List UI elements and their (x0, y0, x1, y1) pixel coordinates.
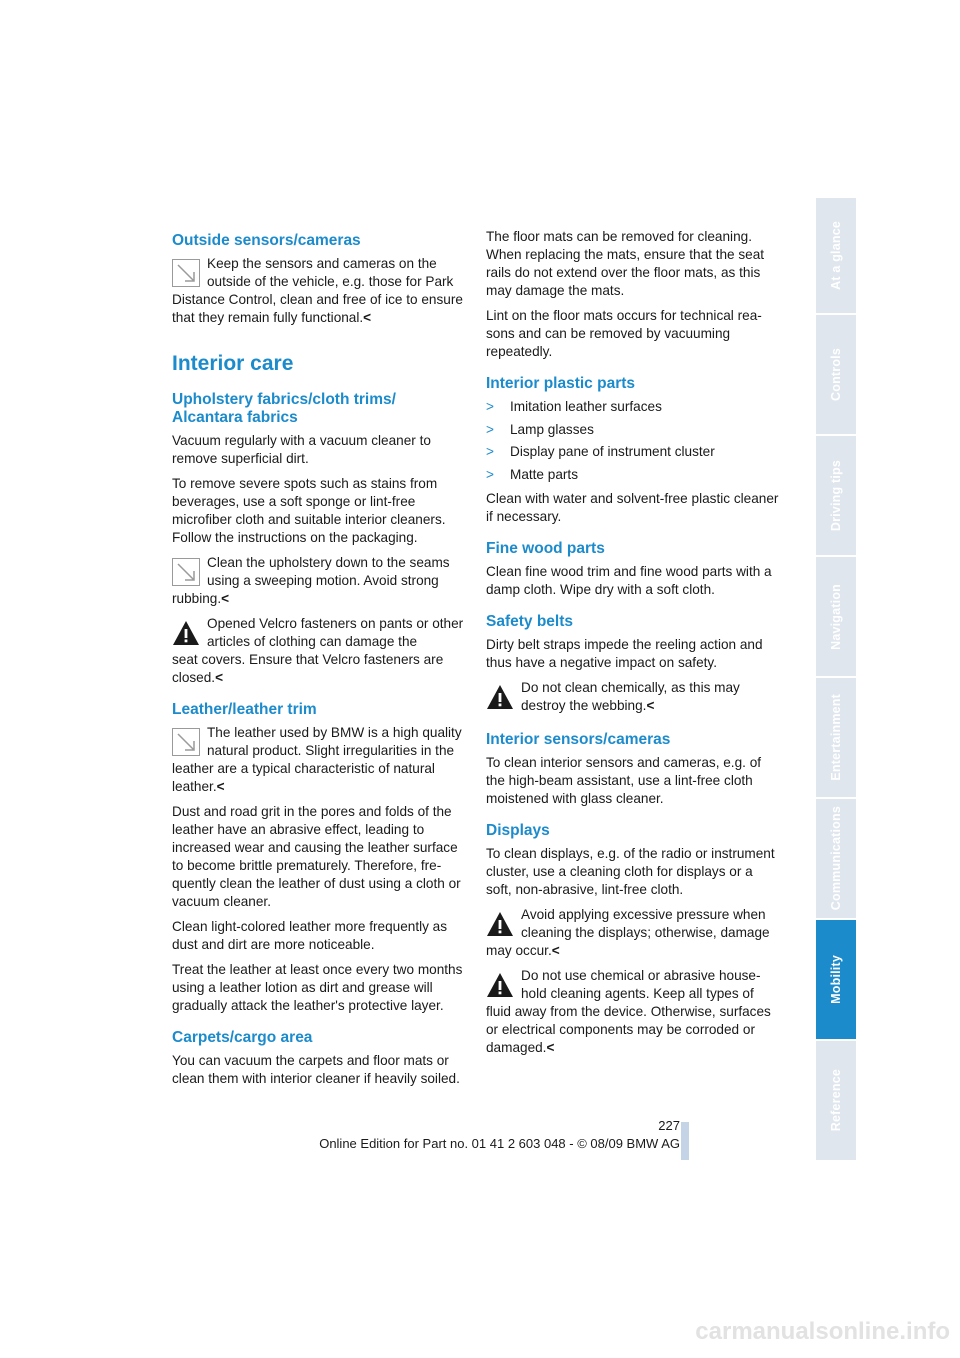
tab-label: Driving tips (829, 459, 843, 532)
warning-displays-chemicals (486, 967, 780, 1057)
note-text: Distance Control, clean and free of ice to ensure that they remain fully functional. (172, 292, 463, 325)
list-item (486, 398, 780, 416)
note-text: rubbing. (172, 591, 222, 606)
section-title-interior-sensors: Interior sensors/cameras (486, 730, 671, 748)
page-number: 227 (658, 1118, 680, 1133)
end-mark: < (363, 310, 372, 325)
paragraph: Dirty belt straps impede the reeling action and thus have a negative impact on safety. (486, 636, 763, 670)
end-mark: < (546, 1039, 555, 1055)
bullet-mark: > (486, 399, 494, 414)
tab-at-a-glance[interactable] (816, 198, 856, 313)
note-outside-sensors (172, 255, 466, 327)
note-arrow-icon (172, 728, 200, 756)
section-title-leather: Leather/leather trim (172, 701, 317, 718)
tab-label: Reference (829, 1069, 843, 1132)
tab-communications[interactable] (816, 799, 856, 918)
right-column (486, 228, 780, 1064)
end-mark: < (221, 591, 230, 606)
warning-belts (486, 679, 780, 717)
section-title-safety-belts: Safety belts (486, 612, 574, 630)
tab-reference[interactable] (816, 1041, 856, 1160)
paragraph: Lint on the floor mats occurs for technical rea-sons and can be removed by vacuuming repeatedly. (486, 308, 762, 359)
tab-mobility[interactable] (816, 920, 856, 1039)
list-item (486, 443, 780, 461)
paragraph: The floor mats can be removed for cleaning. When replacing the mats, ensure that the seat rails do not extend over the floor mats, as this may damage the mats. (486, 229, 765, 298)
tab-driving-tips[interactable] (816, 436, 856, 555)
list-item (486, 466, 780, 484)
tab-label: Mobility (829, 955, 843, 1004)
tab-entertainment[interactable] (816, 678, 856, 797)
left-column (172, 228, 466, 1095)
warning-triangle-icon (486, 910, 514, 938)
watermark (0, 1300, 960, 1358)
section-title-plastic-parts: Interior plastic parts (486, 375, 636, 392)
paragraph: Dust and road grit in the pores and folds of the leather have an abrasive effect, leading to increased wear and causing the leather surface to become brittle prematurely. Therefore, fre-quently clean the leather of dust using a cloth or vacuum cleaner. (172, 804, 461, 909)
end-mark: < (216, 779, 225, 794)
paragraph: Clean light-colored leather more frequently as dust and dirt are more noticeable. (172, 919, 448, 952)
tab-label: Entertainment (829, 694, 843, 781)
bullet-mark: > (486, 421, 494, 437)
note-text: Clean the upholstery down to the seams using a sweeping motion. Avoid strong (207, 555, 450, 588)
warning-text: Opened Velcro fasteners on pants or other articles of clothing can damage the (207, 616, 464, 649)
note-text: leather are a typical characteristic of natural leather. (172, 761, 435, 794)
footer-edition: Online Edition for Part no. 01 41 2 603 048 - © 08/09 BMW AG (319, 1136, 680, 1151)
bullet-mark: > (486, 466, 494, 482)
warning-triangle-icon (486, 971, 514, 999)
section-title-displays: Displays (486, 821, 550, 839)
list-item-text: Display pane of instrument cluster (510, 444, 715, 459)
watermark-text: carmanualsonline.info (695, 1318, 950, 1345)
note-text: The leather used by BMW is a high quality natural product. Slight irregularities in the (207, 725, 462, 758)
warning-text: fluid away from the device. Otherwise, surfaces or electrical components may be corroded or damaged. (486, 1003, 771, 1055)
warning-triangle-icon (486, 683, 514, 711)
paragraph: Vacuum regularly with a vacuum cleaner to remove superficial dirt. (172, 433, 431, 466)
tab-controls[interactable] (816, 315, 856, 434)
warning-triangle-icon (172, 619, 200, 647)
warning-text: may occur. (486, 942, 552, 958)
paragraph: To clean interior sensors and cameras, e.g. of the high-beam assistant, use a lint-free cloth moistened with glass cleaner. (486, 754, 762, 806)
paragraph: Treat the leather at least once every two months using a leather lotion as dirt and grease will gradually attack the leather's protective layer. (172, 962, 463, 1013)
tab-label: At a glance (829, 221, 843, 290)
warning-velcro (172, 615, 466, 687)
chapter-tabs (816, 198, 856, 1160)
note-arrow-icon (172, 259, 200, 287)
warning-text: Do not clean chemically, as this may destroy the webbing. (521, 679, 740, 713)
end-mark: < (215, 670, 224, 685)
plastic-parts-list (486, 398, 780, 484)
paragraph: Clean with water and solvent-free plastic cleaner if necessary. (486, 490, 779, 524)
list-item-text: Imitation leather surfaces (510, 399, 662, 414)
warning-text: Do not use chemical or abrasive house-hold cleaning agents. Keep all types of (521, 967, 761, 1001)
tab-label: Navigation (829, 583, 843, 650)
section-title-outside-sensors: Outside sensors/cameras (172, 232, 361, 249)
warning-text: seat covers. Ensure that Velcro fasteners are closed. (172, 652, 444, 685)
note-arrow-icon (172, 558, 200, 586)
section-title-carpets: Carpets/cargo area (172, 1029, 313, 1046)
section-title-upholstery: Upholstery fabrics/cloth trims/ Alcantara fabrics (172, 391, 396, 426)
note-upholstery (172, 554, 466, 608)
note-text: Keep the sensors and cameras on the outside of the vehicle, e.g. those for Park (207, 256, 454, 289)
end-mark: < (646, 697, 655, 713)
end-mark: < (551, 942, 560, 958)
paragraph: Clean fine wood trim and fine wood parts with a damp cloth. Wipe dry with a soft cloth. (486, 563, 772, 597)
tab-label: Controls (829, 348, 843, 401)
warning-text: Avoid applying excessive pressure when cleaning the displays; otherwise, damage (521, 906, 770, 940)
section-title-fine-wood: Fine wood parts (486, 539, 605, 557)
list-item-text: Matte parts (510, 466, 578, 482)
page-marker-bar (681, 1122, 689, 1160)
chapter-title-interior-care: Interior care (172, 352, 294, 375)
note-leather (172, 724, 466, 796)
paragraph: To remove severe spots such as stains from beverages, use a soft sponge or lint-free microfiber cloth and suitable interior cleaners. Follow the instructions on the packaging. (172, 476, 446, 545)
paragraph: You can vacuum the carpets and floor mats or clean them with interior cleaner if heavily soiled. (172, 1053, 460, 1086)
bullet-mark: > (486, 444, 494, 459)
paragraph: To clean displays, e.g. of the radio or instrument cluster, use a cleaning cloth for displays or a soft, non-abrasive, lint-free cloth. (486, 845, 775, 897)
list-item-text: Lamp glasses (510, 421, 594, 437)
tab-label: Communications (829, 806, 843, 911)
warning-displays-pressure (486, 906, 780, 960)
tab-navigation[interactable] (816, 557, 856, 676)
list-item (486, 421, 780, 439)
